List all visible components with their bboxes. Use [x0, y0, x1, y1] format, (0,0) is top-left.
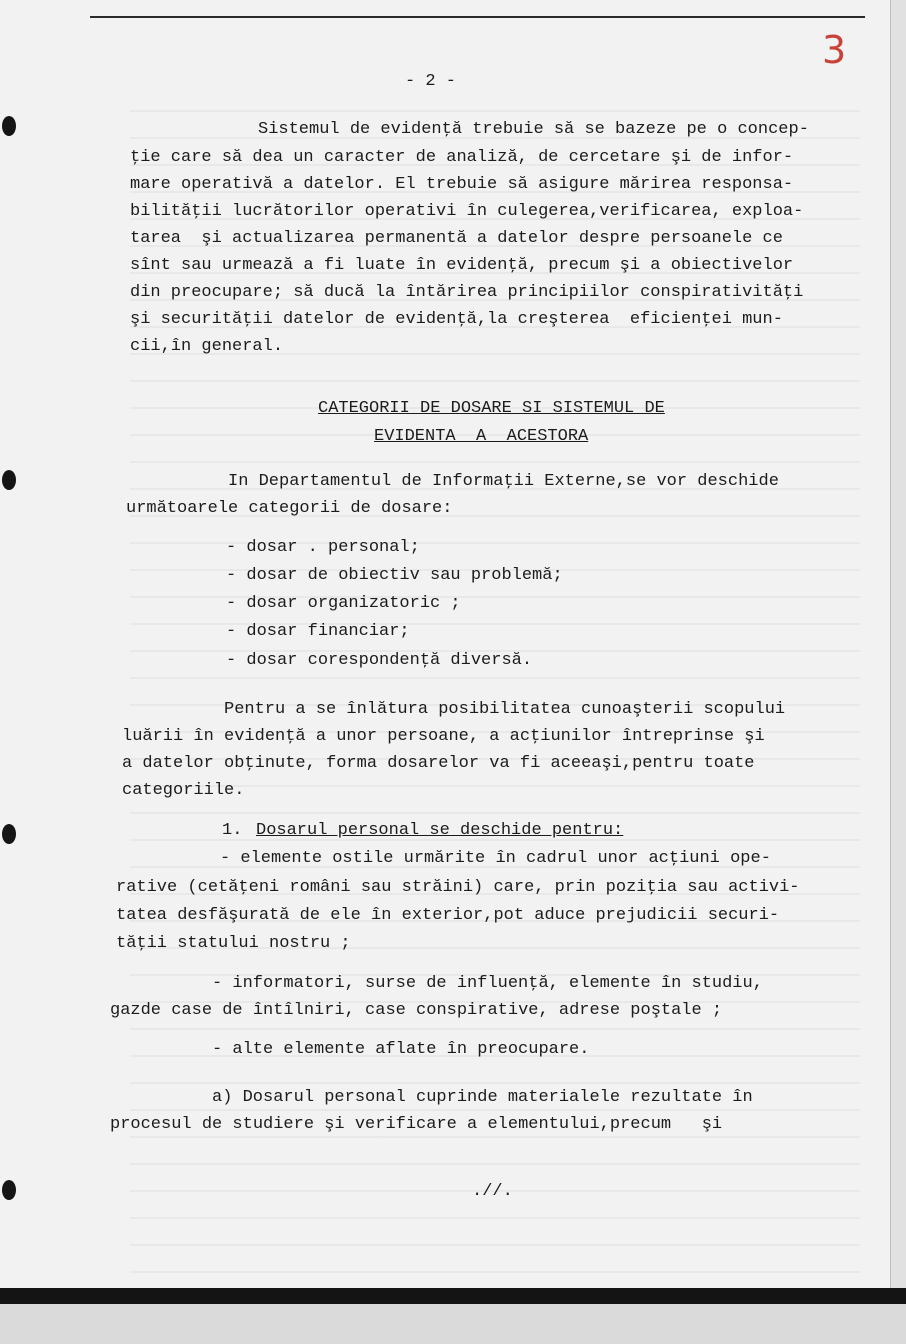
handwritten-page-number: 3 [822, 28, 847, 72]
text-line: a datelor obţinute, forma dosarelor va fi aceeaşi,pentru toate [122, 754, 755, 773]
text-line: - elemente ostile urmărite în cadrul unor acţiuni ope- [220, 849, 771, 868]
text-line: Sistemul de evidenţă trebuie să se bazeze pe o concep- [258, 120, 809, 139]
top-border-line [90, 16, 865, 18]
heading-line: EVIDENTA A ACESTORA [374, 427, 589, 446]
binder-hole [2, 470, 16, 490]
text-line: rative (cetăţeni români sau străini) care, prin poziţia sau activi- [116, 878, 800, 897]
text-line: In Departamentul de Informaţii Externe,se vor deschide [228, 472, 779, 491]
text-line: bilităţii lucrătorilor operativi în culegerea,verificarea, exploa- [130, 202, 804, 221]
text-line: mare operativă a datelor. El trebuie să asigure mărirea responsa- [130, 175, 794, 194]
text-line: Pentru a se înlătura posibilitatea cunoaşterii scopului [224, 700, 786, 719]
text-line: categoriile. [122, 781, 245, 800]
list-item: - dosar de obiectiv sau problemă; [226, 566, 563, 585]
binder-hole [2, 1180, 16, 1200]
text-line: luării în evidenţă a unor persoane, a acţiunilor întreprinse şi [122, 727, 765, 746]
text-line: tarea şi actualizarea permanentă a datelor despre persoanele ce [130, 229, 783, 248]
scan-background [0, 1304, 906, 1344]
page-edge [890, 0, 906, 1344]
binder-hole [2, 116, 16, 136]
list-item: - dosar financiar; [226, 622, 410, 641]
binder-hole [2, 824, 16, 844]
text-line: cii,în general. [130, 337, 284, 356]
text-line: gazde case de întîlniri, case conspirative, adrese poştale ; [110, 1001, 723, 1020]
text-line: următoarele categorii de dosare: [126, 499, 453, 518]
text-line: tatea desfăşurată de ele în exterior,pot aduce prejudicii securi- [116, 906, 780, 925]
text-line: procesul de studiere şi verificare a elementului,precum şi [110, 1115, 723, 1134]
text-line: sînt sau urmează a fi luate în evidenţă, precum şi a obiectivelor [130, 256, 794, 275]
list-item: - dosar organizatoric ; [226, 594, 461, 613]
list-item: - dosar . personal; [226, 538, 420, 557]
text-line: din preocupare; să ducă la întărirea principiilor conspirativităţi [130, 283, 804, 302]
text-line: şi securităţii datelor de evidenţă,la creşterea eficienţei mun- [130, 310, 783, 329]
continuation-mark: .//. [472, 1182, 513, 1201]
heading-line: CATEGORII DE DOSARE SI SISTEMUL DE [318, 399, 665, 418]
text-line: ţie care să dea un caracter de analiză, de cercetare şi de infor- [130, 148, 794, 167]
list-item: - dosar corespondenţă diversă. [226, 651, 533, 670]
section-number: 1. [222, 821, 243, 840]
text-line: tăţii statului nostru ; [116, 934, 351, 953]
bullet-other-elements: - alte elemente aflate în preocupare. [212, 1040, 590, 1059]
text-line: a) Dosarul personal cuprinde materialele rezultate în [212, 1088, 753, 1107]
text-line: - informatori, surse de influenţă, elemente în studiu, [212, 974, 763, 993]
section-title: Dosarul personal se deschide pentru: [256, 821, 624, 840]
bottom-scan-edge [0, 1288, 906, 1304]
page-number: - 2 - [405, 72, 457, 91]
